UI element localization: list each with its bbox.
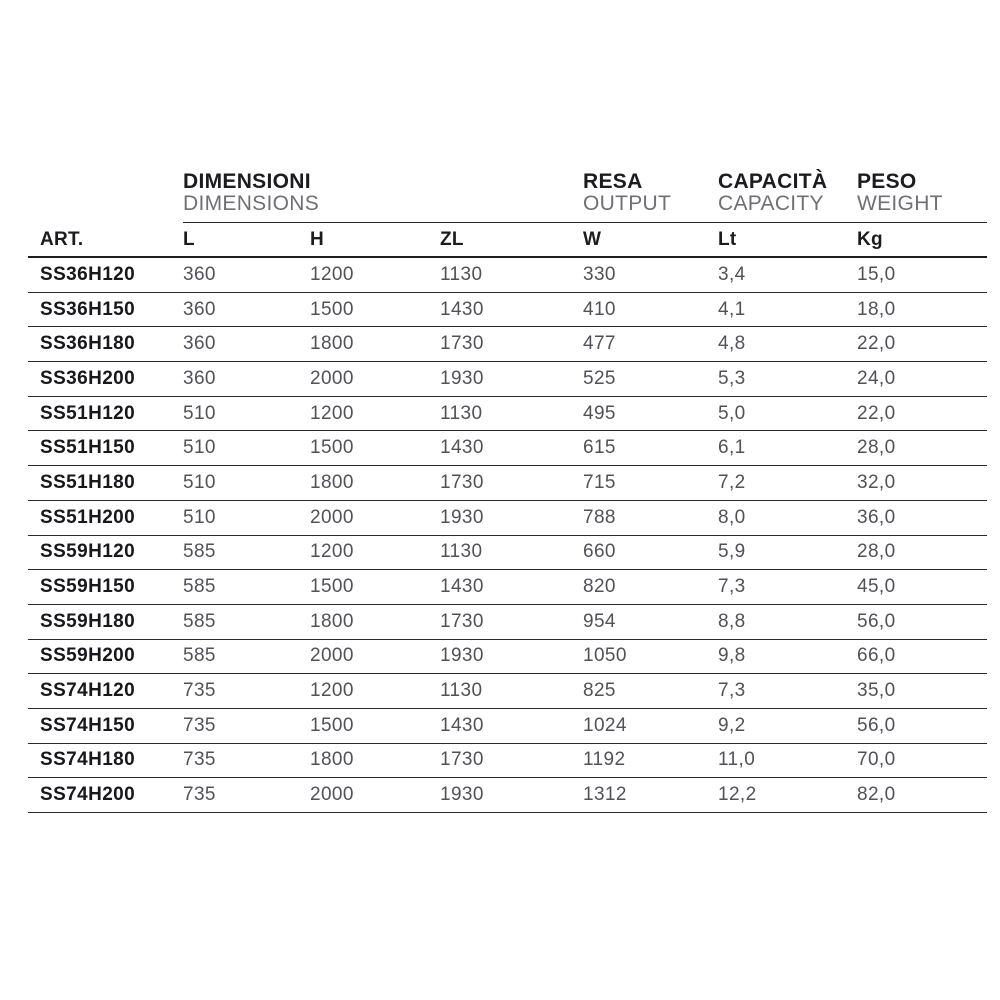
cell-capacity-lt: 9,2 xyxy=(718,714,746,736)
cell-dim-l: 360 xyxy=(183,367,216,389)
table-row xyxy=(28,466,987,501)
cell-capacity-lt: 11,0 xyxy=(718,749,756,771)
cell-dim-l: 360 xyxy=(183,333,216,355)
cell-capacity-lt: 4,8 xyxy=(718,333,746,355)
cell-weight-kg: 66,0 xyxy=(857,645,896,667)
table-row xyxy=(28,431,987,466)
cell-dim-l: 510 xyxy=(183,437,216,459)
cell-dim-zl: 1130 xyxy=(440,541,483,563)
cell-art-code: SS36H150 xyxy=(40,298,136,320)
cell-dim-h: 1800 xyxy=(310,471,354,493)
cell-dim-zl: 1730 xyxy=(440,333,484,355)
cell-dim-l: 510 xyxy=(183,471,216,493)
group-output-subtitle: OUTPUT xyxy=(583,192,672,215)
cell-dim-zl: 1430 xyxy=(440,437,484,459)
cell-art-code: SS59H120 xyxy=(40,541,136,563)
cell-art-code: SS51H120 xyxy=(40,402,136,424)
cell-weight-kg: 56,0 xyxy=(857,610,896,632)
cell-dim-zl: 1130 xyxy=(440,680,483,702)
table-row xyxy=(28,293,987,328)
cell-capacity-lt: 5,9 xyxy=(718,541,746,563)
group-dimensions-subtitle: DIMENSIONS xyxy=(183,192,320,215)
cell-capacity-lt: 12,2 xyxy=(718,784,757,806)
table-column-header-row xyxy=(28,223,987,258)
cell-dim-zl: 1730 xyxy=(440,610,484,632)
cell-weight-kg: 82,0 xyxy=(857,784,896,806)
cell-art-code: SS59H200 xyxy=(40,645,136,667)
cell-weight-kg: 35,0 xyxy=(857,680,896,702)
cell-weight-kg: 28,0 xyxy=(857,437,896,459)
cell-dim-l: 735 xyxy=(183,749,216,771)
cell-capacity-lt: 3,4 xyxy=(718,263,746,285)
cell-dim-zl: 1430 xyxy=(440,714,484,736)
cell-dim-zl: 1430 xyxy=(440,298,484,320)
cell-weight-kg: 15,0 xyxy=(857,263,896,285)
cell-dim-l: 585 xyxy=(183,610,216,632)
cell-art-code: SS74H180 xyxy=(40,749,136,771)
cell-weight-kg: 32,0 xyxy=(857,471,896,493)
cell-art-code: SS74H200 xyxy=(40,784,136,806)
table-row xyxy=(28,570,987,605)
cell-weight-kg: 18,0 xyxy=(857,298,896,320)
table-row xyxy=(28,605,987,640)
cell-output-w: 788 xyxy=(583,506,616,528)
cell-dim-zl: 1730 xyxy=(440,749,484,771)
cell-dim-zl: 1730 xyxy=(440,471,484,493)
cell-art-code: SS36H180 xyxy=(40,333,136,355)
table-row xyxy=(28,397,987,432)
cell-dim-l: 510 xyxy=(183,506,216,528)
cell-dim-l: 360 xyxy=(183,263,216,285)
column-header-zl: ZL xyxy=(440,228,464,250)
cell-capacity-lt: 6,1 xyxy=(718,437,746,459)
cell-art-code: SS36H120 xyxy=(40,263,136,285)
cell-output-w: 410 xyxy=(583,298,616,320)
cell-output-w: 615 xyxy=(583,437,616,459)
table-row xyxy=(28,744,987,779)
cell-dim-l: 585 xyxy=(183,576,216,598)
column-header-w: W xyxy=(583,228,602,250)
table-row xyxy=(28,640,987,675)
cell-output-w: 1024 xyxy=(583,714,627,736)
cell-dim-h: 1200 xyxy=(310,263,354,285)
cell-capacity-lt: 7,2 xyxy=(718,471,746,493)
cell-art-code: SS59H180 xyxy=(40,610,136,632)
cell-weight-kg: 45,0 xyxy=(857,576,896,598)
cell-art-code: SS51H200 xyxy=(40,506,136,528)
cell-art-code: SS51H150 xyxy=(40,437,136,459)
cell-output-w: 477 xyxy=(583,333,616,355)
table-row xyxy=(28,536,987,571)
cell-art-code: SS36H200 xyxy=(40,367,136,389)
cell-dim-h: 2000 xyxy=(310,784,354,806)
table-row xyxy=(28,674,987,709)
column-header-h: H xyxy=(310,228,325,250)
cell-dim-h: 1200 xyxy=(310,402,354,424)
group-weight-subtitle: WEIGHT xyxy=(857,192,943,215)
cell-art-code: SS74H120 xyxy=(40,680,136,702)
table-row xyxy=(28,327,987,362)
cell-dim-h: 1200 xyxy=(310,680,354,702)
group-weight xyxy=(857,171,987,215)
cell-output-w: 660 xyxy=(583,541,616,563)
cell-dim-l: 360 xyxy=(183,298,216,320)
cell-capacity-lt: 7,3 xyxy=(718,680,746,702)
group-dimensions xyxy=(183,171,583,215)
group-weight-title: PESO xyxy=(857,170,917,193)
column-header-kg: Kg xyxy=(857,228,883,250)
cell-dim-zl: 1930 xyxy=(440,367,484,389)
cell-dim-l: 585 xyxy=(183,541,216,563)
cell-dim-h: 2000 xyxy=(310,645,354,667)
cell-weight-kg: 24,0 xyxy=(857,367,896,389)
cell-capacity-lt: 7,3 xyxy=(718,576,746,598)
cell-dim-h: 1800 xyxy=(310,333,354,355)
cell-weight-kg: 70,0 xyxy=(857,749,896,771)
group-output-title: RESA xyxy=(583,170,643,193)
cell-output-w: 330 xyxy=(583,263,616,285)
column-header-art: ART. xyxy=(40,228,84,250)
cell-output-w: 1192 xyxy=(583,749,626,771)
cell-capacity-lt: 4,1 xyxy=(718,298,746,320)
table-group-header-row xyxy=(28,171,987,223)
cell-dim-h: 2000 xyxy=(310,506,354,528)
group-output xyxy=(583,171,718,215)
cell-art-code: SS74H150 xyxy=(40,714,136,736)
group-capacity-title: CAPACITÀ xyxy=(718,170,828,193)
cell-weight-kg: 22,0 xyxy=(857,402,896,424)
cell-capacity-lt: 9,8 xyxy=(718,645,746,667)
column-header-lt: Lt xyxy=(718,228,737,250)
cell-output-w: 1312 xyxy=(583,784,627,806)
cell-weight-kg: 56,0 xyxy=(857,714,896,736)
cell-dim-zl: 1130 xyxy=(440,263,483,285)
table-body xyxy=(28,258,987,813)
cell-dim-h: 1500 xyxy=(310,714,354,736)
group-capacity-subtitle: CAPACITY xyxy=(718,192,824,215)
group-header-strip xyxy=(183,171,987,223)
cell-dim-l: 735 xyxy=(183,680,216,702)
table-row xyxy=(28,501,987,536)
table-row xyxy=(28,362,987,397)
cell-dim-h: 2000 xyxy=(310,367,354,389)
cell-weight-kg: 36,0 xyxy=(857,506,896,528)
cell-dim-zl: 1130 xyxy=(440,402,483,424)
cell-capacity-lt: 8,0 xyxy=(718,506,746,528)
cell-weight-kg: 22,0 xyxy=(857,333,896,355)
cell-dim-zl: 1930 xyxy=(440,645,484,667)
cell-output-w: 495 xyxy=(583,402,616,424)
cell-dim-h: 1200 xyxy=(310,541,354,563)
cell-output-w: 825 xyxy=(583,680,616,702)
cell-dim-h: 1500 xyxy=(310,298,354,320)
cell-dim-l: 585 xyxy=(183,645,216,667)
table-row xyxy=(28,778,987,813)
cell-dim-l: 735 xyxy=(183,784,216,806)
cell-dim-l: 510 xyxy=(183,402,216,424)
spec-table xyxy=(28,171,987,813)
cell-dim-l: 735 xyxy=(183,714,216,736)
cell-dim-zl: 1930 xyxy=(440,506,484,528)
cell-art-code: SS51H180 xyxy=(40,471,136,493)
cell-output-w: 715 xyxy=(583,471,616,493)
cell-output-w: 525 xyxy=(583,367,616,389)
cell-weight-kg: 28,0 xyxy=(857,541,896,563)
cell-dim-h: 1800 xyxy=(310,749,354,771)
cell-art-code: SS59H150 xyxy=(40,576,136,598)
table-row xyxy=(28,258,987,293)
cell-capacity-lt: 8,8 xyxy=(718,610,746,632)
cell-output-w: 954 xyxy=(583,610,616,632)
column-header-l: L xyxy=(183,228,195,250)
cell-output-w: 1050 xyxy=(583,645,627,667)
cell-dim-zl: 1430 xyxy=(440,576,484,598)
group-capacity xyxy=(718,171,857,215)
cell-capacity-lt: 5,0 xyxy=(718,402,746,424)
cell-dim-h: 1500 xyxy=(310,576,354,598)
cell-output-w: 820 xyxy=(583,576,616,598)
cell-dim-zl: 1930 xyxy=(440,784,484,806)
cell-dim-h: 1800 xyxy=(310,610,354,632)
table-row xyxy=(28,709,987,744)
cell-dim-h: 1500 xyxy=(310,437,354,459)
group-dimensions-title: DIMENSIONI xyxy=(183,170,311,193)
cell-capacity-lt: 5,3 xyxy=(718,367,746,389)
